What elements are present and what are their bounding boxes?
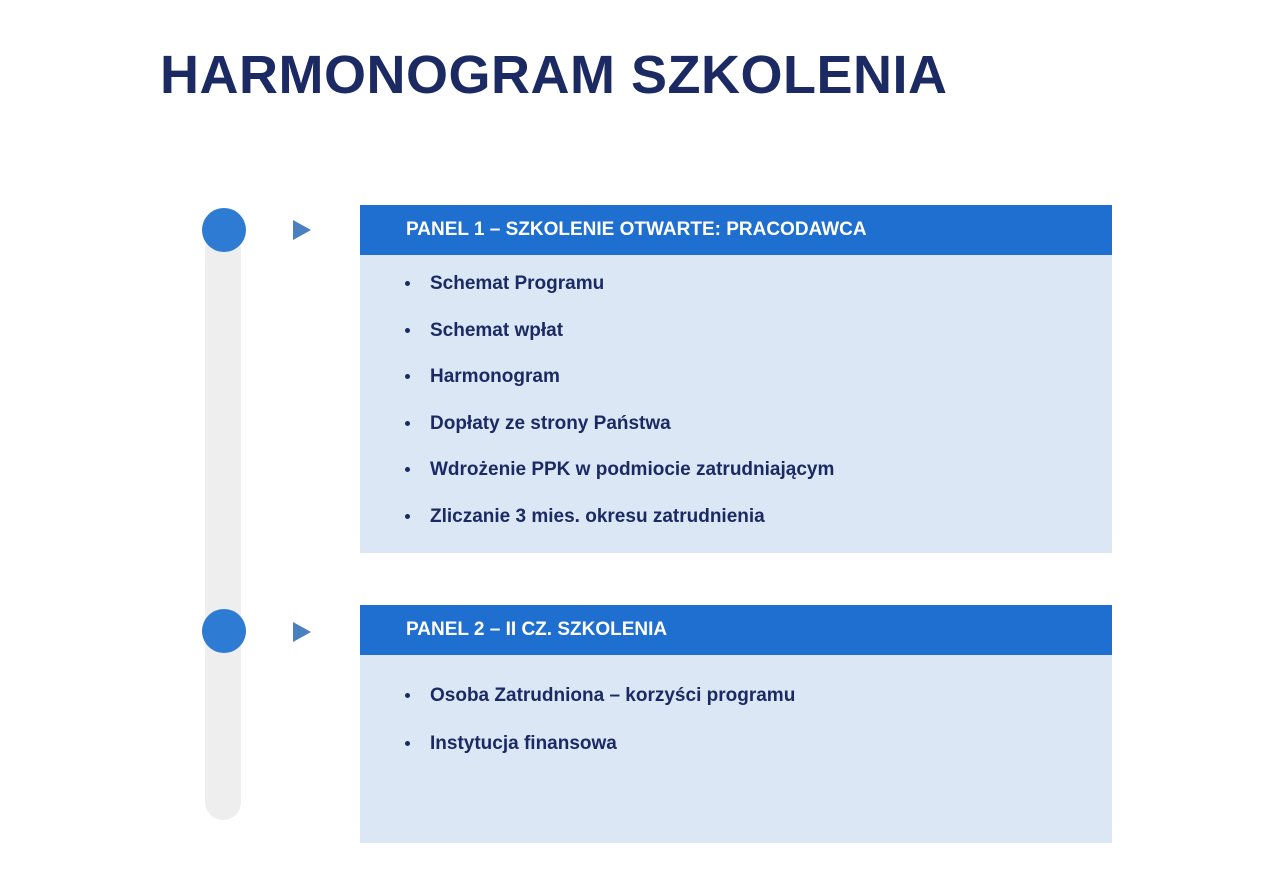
triangle-right-icon [293, 220, 311, 240]
timeline-dot-panel-2 [202, 609, 246, 653]
page-title: HARMONOGRAM SZKOLENIA [160, 45, 948, 105]
panel-2 [360, 605, 1112, 843]
list-item-label: Schemat Programu [430, 273, 605, 294]
list-item-label: Instytucja finansowa [430, 733, 617, 754]
timeline-track [205, 232, 241, 820]
list-item-label: Osoba Zatrudniona – korzyści programu [430, 685, 796, 706]
list-item [360, 681, 1112, 729]
list-item [360, 362, 1112, 409]
list-item [360, 502, 1112, 549]
triangle-right-icon [293, 622, 311, 642]
panel-2-list [360, 655, 1112, 777]
panel-1-header: PANEL 1 – SZKOLENIE OTWARTE: PRACODAWCA [360, 205, 1112, 255]
timeline-dot-panel-1 [202, 208, 246, 252]
list-item-label: Wdrożenie PPK w podmiocie zatrudniającym [430, 459, 835, 480]
bullet-icon [405, 467, 410, 472]
list-item-label: Zliczanie 3 mies. okresu zatrudnienia [430, 505, 765, 527]
panel-1-list [360, 255, 1112, 548]
panel-1 [360, 205, 1112, 553]
list-item-label: Dopłaty ze strony Państwa [430, 412, 671, 434]
list-item-label: Harmonogram [430, 366, 560, 387]
list-item [360, 455, 1112, 502]
bullet-icon [405, 374, 410, 379]
bullet-icon [405, 741, 410, 746]
bullet-icon [405, 421, 410, 426]
bullet-icon [405, 281, 410, 286]
bullet-icon [405, 514, 410, 519]
bullet-icon [405, 328, 410, 333]
bullet-icon [405, 693, 410, 698]
list-item [360, 729, 1112, 777]
list-item-label: Schemat wpłat [430, 319, 564, 341]
list-item [360, 316, 1112, 363]
list-item [360, 409, 1112, 456]
list-item [360, 269, 1112, 316]
panel-2-header: PANEL 2 – II CZ. SZKOLENIA [360, 605, 1112, 655]
